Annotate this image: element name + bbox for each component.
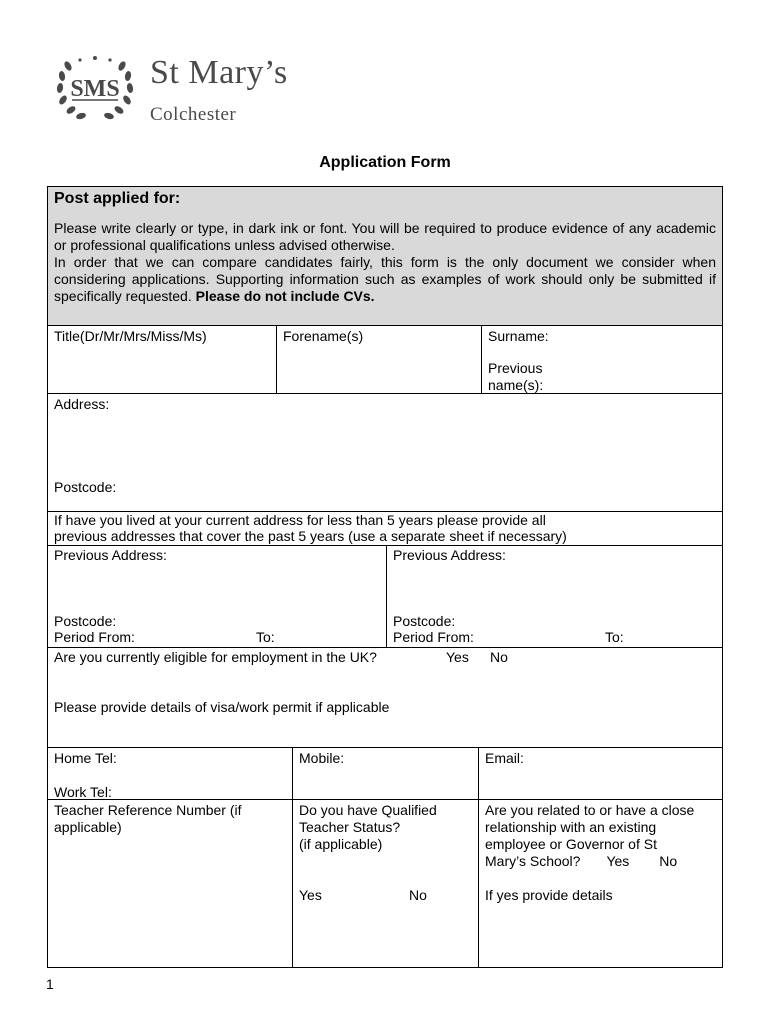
school-logo (50, 52, 340, 132)
qts-field (292, 800, 478, 967)
form-header (48, 187, 722, 325)
relationship-question-4 (485, 853, 716, 870)
previous-address-label: Previous Address: (393, 547, 506, 563)
relationship-field (478, 800, 722, 967)
page-number: 1 (46, 976, 54, 992)
home-tel-label: Home Tel: (54, 750, 117, 766)
teacher-ref-field[interactable] (48, 800, 292, 967)
application-form (47, 186, 723, 968)
previous-names-label: Previous (488, 360, 543, 376)
address-label: Address: (54, 396, 110, 412)
no-cv-notice: Please do not include CVs. (195, 288, 375, 304)
qts-question-3: (if applicable) (299, 836, 383, 852)
period-from-label: Period From: (393, 629, 474, 645)
lived-notice-line2: previous addresses that cover the past 5 years (use a separate sheet if necessary) (54, 528, 567, 544)
school-name: St Mary’s (150, 54, 288, 91)
qts-question-2: Teacher Status? (299, 819, 401, 835)
contact-row (48, 747, 722, 799)
previous-address-label: Previous Address: (54, 547, 167, 563)
lived-notice-row (48, 511, 722, 545)
period-to-label: To: (256, 629, 275, 645)
email-field[interactable] (478, 748, 722, 799)
eligibility-yes[interactable]: Yes (446, 649, 469, 665)
relationship-question: Are you related to or have a close (485, 802, 695, 818)
eligibility-row (48, 647, 722, 747)
mobile-field[interactable] (292, 748, 478, 799)
surname-field[interactable] (481, 326, 722, 393)
previous-postcode-label: Postcode: (54, 613, 117, 629)
lived-notice-line1: If have you lived at your current address for less than 5 years please provide all (54, 512, 546, 528)
forename-field-label: Forename(s) (283, 328, 364, 344)
visa-details-label: Please provide details of visa/work permit if applicable (54, 699, 390, 715)
relationship-question-3: employee or Governor of St (485, 836, 657, 852)
previous-postcode-label: Postcode: (393, 613, 456, 629)
title-field-label: Title(Dr/Mr/Mrs/Miss/Ms) (54, 328, 207, 344)
school-location: Colchester (150, 104, 237, 125)
relationship-yes[interactable]: Yes (606, 853, 630, 869)
instructions-para1: Please write clearly or type, in dark ink or font. You will be required to produce evidence of any academic or professional qualifications unless advised otherwise. (54, 220, 716, 253)
mobile-label: Mobile: (299, 750, 345, 766)
forename-field[interactable] (276, 326, 481, 393)
monogram-text: SMS (70, 76, 120, 102)
teacher-row (48, 799, 722, 967)
teacher-ref-label-2: applicable) (54, 819, 122, 835)
relationship-no[interactable]: No (659, 853, 678, 869)
postcode-label: Postcode: (54, 479, 117, 495)
instructions-para2: In order that we can compare candidates fairly, this form is the only document we consider when considering applications. Supporting information such as examples of work should only be submitted if specifically requested. (54, 254, 716, 304)
phone-field[interactable] (48, 748, 292, 799)
qts-yes[interactable]: Yes (299, 887, 322, 903)
previous-address-1[interactable] (48, 546, 386, 647)
name-row (48, 325, 722, 393)
period-to-label: To: (605, 629, 624, 645)
laurel-crest-icon (50, 52, 140, 128)
previous-address-row (48, 545, 722, 647)
instructions-text (54, 220, 716, 305)
relationship-details-label: If yes provide details (485, 887, 613, 903)
email-label: Email: (485, 750, 524, 766)
post-applied-label: Post applied for: (54, 190, 181, 207)
previous-address-2[interactable] (386, 546, 722, 647)
eligibility-question: Are you currently eligible for employment in the UK? (54, 649, 377, 665)
work-tel-label: Work Tel: (54, 784, 112, 800)
qts-no[interactable]: No (409, 887, 427, 903)
teacher-ref-label: Teacher Reference Number (if (54, 802, 242, 818)
qts-question: Do you have Qualified (299, 802, 437, 818)
surname-field-label: Surname: (488, 328, 549, 344)
title-field[interactable] (48, 326, 276, 393)
period-from-label: Period From: (54, 629, 135, 645)
relationship-question-2: relationship with an existing (485, 819, 657, 835)
previous-names-label-2: name(s): (488, 377, 544, 393)
eligibility-no[interactable]: No (490, 649, 508, 665)
relationship-question-4-text: Mary’s School? (485, 853, 581, 869)
page-title: Application Form (319, 154, 451, 171)
address-row[interactable] (48, 393, 722, 511)
